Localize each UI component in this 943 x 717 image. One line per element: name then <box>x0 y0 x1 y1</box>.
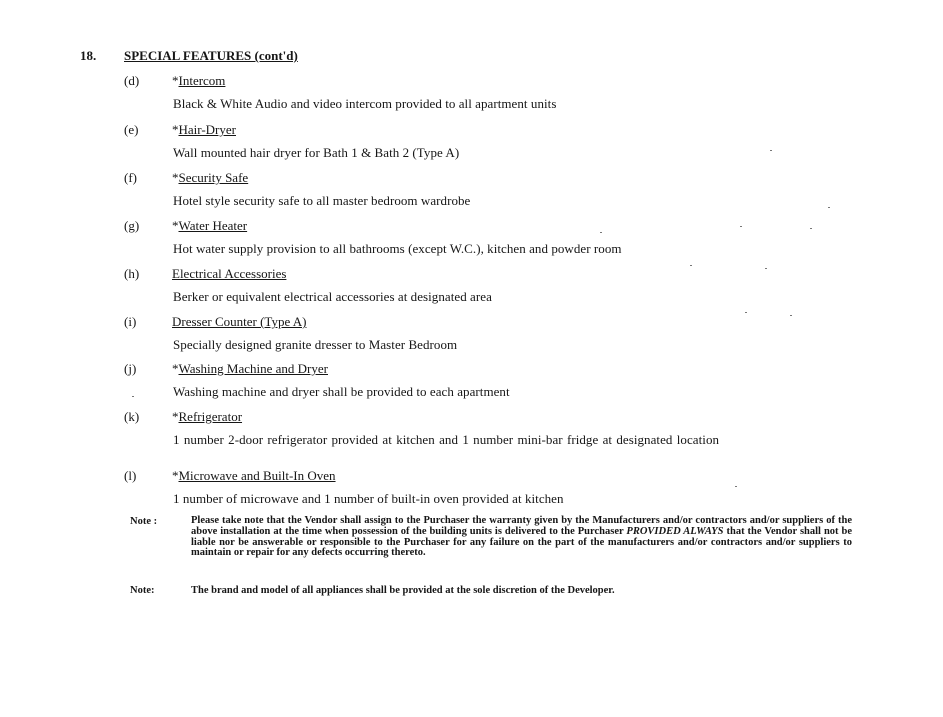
item-l-description: 1 number of microwave and 1 number of built-in oven provided at kitchen <box>173 491 564 506</box>
asterisk: * <box>172 409 179 424</box>
item-e-title <box>172 122 236 138</box>
item-k-letter: (k) <box>124 409 140 424</box>
item-title-text: Microwave and Built-In Oven <box>178 468 336 483</box>
scan-speck <box>770 150 772 151</box>
scan-speck <box>690 265 692 266</box>
item-title-text: Dresser Counter (Type A) <box>172 314 307 329</box>
item-i-letter: (i) <box>124 314 137 329</box>
item-k-description: 1 number 2-door refrigerator provided at kitchen and 1 number mini-bar fridge at designated location <box>173 432 720 447</box>
item-g-title <box>172 218 247 234</box>
item-d-letter: (d) <box>124 73 140 88</box>
note-1-text-after: that the Vendor shall not be liable nor be answerable or responsible to the Purchaser for any failure on the part of the manufacturers and/or contractors and/or suppliers to maintain or repair for any defects occurring thereto. <box>191 525 852 559</box>
item-f-letter: (f) <box>124 170 137 185</box>
note-1-text-before: Please take note that the Vendor shall assign to the Purchaser the warranty given by the Manufacturers and/or contractors and/or suppliers of the above installation at the time when possession of the building units is delivered to the Purchaser <box>191 515 852 537</box>
scan-speck <box>790 315 792 316</box>
item-title-text: Washing Machine and Dryer <box>178 361 328 376</box>
item-title-text: Water Heater <box>178 218 248 233</box>
asterisk: * <box>172 73 179 88</box>
item-h-description: Berker or equivalent electrical accessories at designated area <box>173 289 492 304</box>
item-h-letter: (h) <box>124 266 140 281</box>
item-title-text: Refrigerator <box>178 409 243 424</box>
note-1-label: Note : <box>130 516 158 527</box>
item-j-description: Washing machine and dryer shall be provided to each apartment <box>173 384 510 399</box>
asterisk: * <box>172 468 179 483</box>
scan-speck <box>810 228 812 229</box>
item-e-letter: (e) <box>124 122 139 137</box>
item-f-description: Hotel style security safe to all master bedroom wardrobe <box>173 193 471 208</box>
item-l-letter: (l) <box>124 468 137 483</box>
item-e-description: Wall mounted hair dryer for Bath 1 & Bath 2 (Type A) <box>173 145 460 160</box>
scan-speck <box>740 226 742 227</box>
scan-speck <box>132 396 134 397</box>
scan-speck <box>828 207 830 208</box>
asterisk: * <box>172 122 179 137</box>
asterisk: * <box>172 218 179 233</box>
scan-speck <box>745 312 747 313</box>
item-l-title <box>172 468 336 484</box>
item-i-title <box>172 314 306 330</box>
item-d-title <box>172 73 225 89</box>
item-g-description: Hot water supply provision to all bathrooms (except W.C.), kitchen and powder room <box>173 241 622 256</box>
scan-speck <box>735 486 737 487</box>
section-number: 18. <box>80 48 97 63</box>
scan-speck <box>600 232 602 233</box>
scan-speck <box>765 268 767 269</box>
item-j-letter: (j) <box>124 361 137 376</box>
section-title: SPECIAL FEATURES (cont'd) <box>124 48 298 63</box>
asterisk: * <box>172 361 179 376</box>
item-title-text: Electrical Accessories <box>172 266 287 281</box>
note-1-body <box>191 516 852 559</box>
item-g-letter: (g) <box>124 218 140 233</box>
item-j-title <box>172 361 328 377</box>
item-h-title <box>172 266 286 282</box>
note-2-body: The brand and model of all appliances shall be provided at the sole discretion of the Developer. <box>191 585 615 596</box>
item-i-description: Specially designed granite dresser to Master Bedroom <box>173 337 458 352</box>
item-title-text: Intercom <box>178 73 226 88</box>
item-d-description: Black & White Audio and video intercom provided to all apartment units <box>173 96 557 111</box>
item-k-title <box>172 409 242 425</box>
item-title-text: Hair-Dryer <box>178 122 236 137</box>
item-f-title <box>172 170 248 186</box>
note-1-emphasis: PROVIDED ALWAYS <box>626 525 724 537</box>
item-title-text: Security Safe <box>178 170 249 185</box>
note-2-label: Note: <box>130 585 155 596</box>
asterisk: * <box>172 170 179 185</box>
